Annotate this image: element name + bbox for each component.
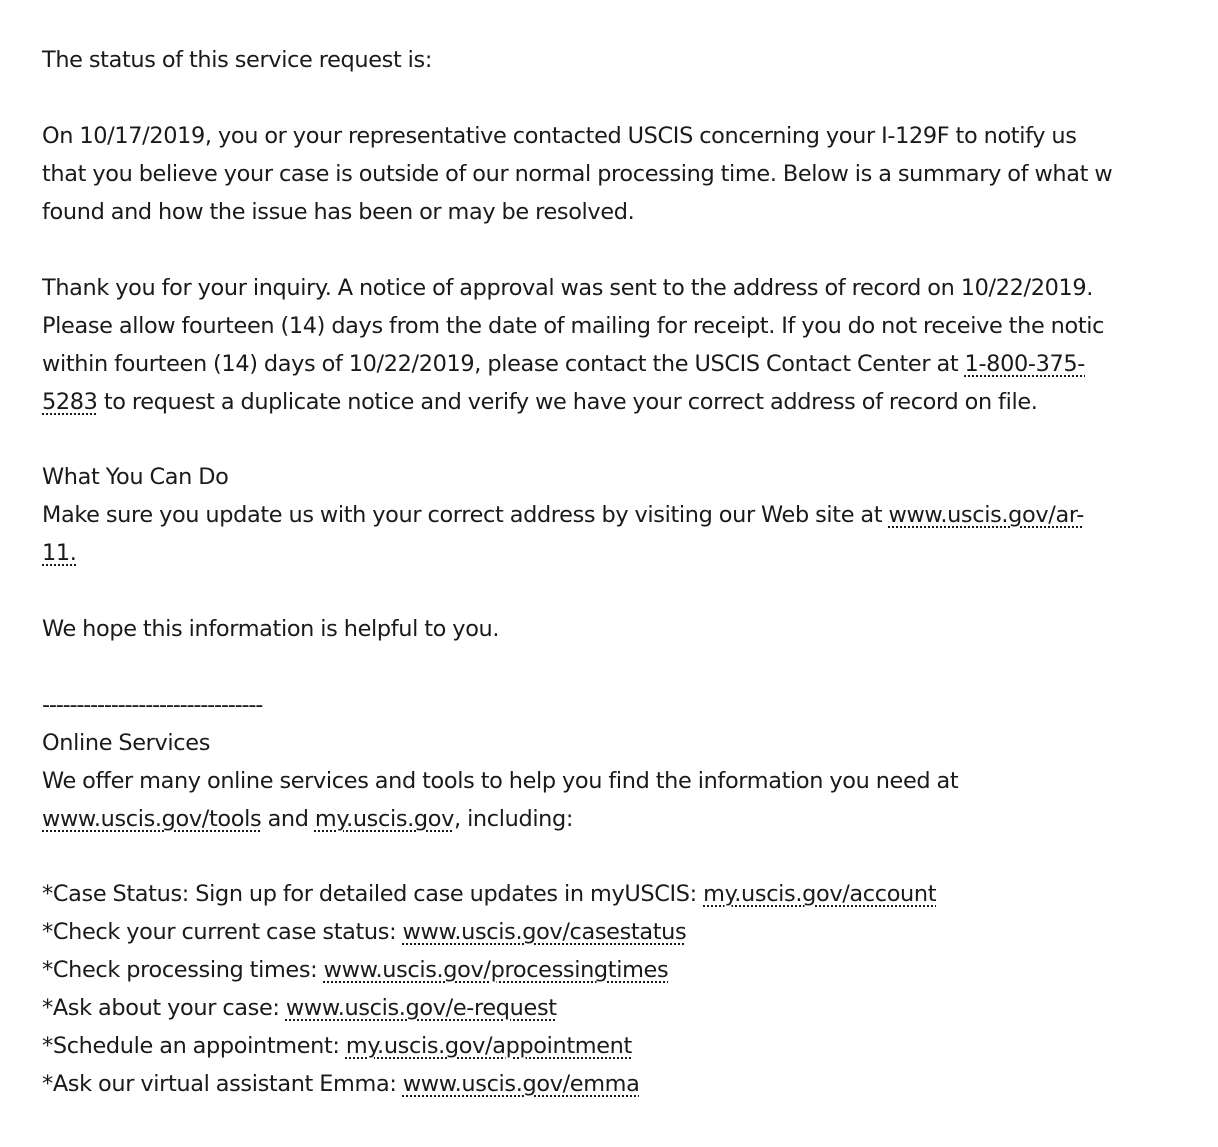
status-intro: The status of this service request is: [42,47,433,73]
service-label: *Check processing times: [42,957,324,983]
casestatus-link[interactable]: www.uscis.gov/casestatus [402,919,687,945]
what-you-can-do-section [42,458,1218,572]
appointment-link[interactable]: my.uscis.gov/appointment [345,1033,632,1059]
paragraph-line [42,383,1218,421]
paragraph-text: to request a duplicate notice and verify we have your correct address of record on file. [97,389,1038,415]
processingtimes-link[interactable]: www.uscis.gov/processingtimes [323,957,669,983]
my-uscis-link[interactable]: my.uscis.gov [314,806,455,832]
tools-link[interactable]: www.uscis.gov/tools [42,806,262,832]
list-item [42,989,1218,1027]
account-link[interactable]: my.uscis.gov/account [703,881,937,907]
separator-rule: -------------------------------- [42,692,263,718]
service-label: *Schedule an appointment: [42,1033,346,1059]
contact-summary-paragraph [42,117,1218,231]
contact-center-phone-link-continued[interactable]: 5283 [42,389,98,415]
paragraph-line [42,800,1218,838]
document-body [42,41,1218,1103]
e-request-link[interactable]: www.uscis.gov/e-request [285,995,557,1021]
closing-text: We hope this information is helpful to you. [42,616,500,642]
service-label: *Check your current case status: [42,919,403,945]
list-item [42,951,1218,989]
paragraph-text: , including: [454,806,574,832]
spacer [42,572,1218,610]
spacer [42,231,1218,269]
list-item [42,1027,1218,1065]
online-services-section [42,724,1218,838]
paragraph-line [42,345,1218,383]
spacer [42,421,1218,458]
paragraph-text: within fourteen (14) days of 10/22/2019, please contact the USCIS Contact Center at [42,351,965,377]
list-item [42,875,1218,913]
paragraph-text: and [261,806,315,832]
section-heading: What You Can Do [42,464,229,490]
ar-11-link-continued[interactable]: 11. [42,540,77,566]
service-label: *Case Status: Sign up for detailed case updates in myUSCIS: [42,881,704,907]
spacer [42,79,1218,117]
contact-center-phone-link[interactable]: 1-800-375- [964,351,1086,377]
paragraph-line: Thank you for your inquiry. A notice of approval was sent to the address of record on 10/22/2019. [42,275,1094,301]
service-label: *Ask our virtual assistant Emma: [42,1071,403,1097]
paragraph-line: We offer many online services and tools to help you find the information you need at [42,768,959,794]
list-item [42,1065,1218,1103]
approval-notice-paragraph [42,269,1218,421]
section-heading: Online Services [42,730,211,756]
ar-11-link[interactable]: www.uscis.gov/ar- [888,502,1084,528]
paragraph-text: Make sure you update us with your correct address by visiting our Web site at [42,502,889,528]
paragraph-line: found and how the issue has been or may be resolved. [42,199,635,225]
paragraph-line: Please allow fourteen (14) days from the date of mailing for receipt. If you do not receive the notic [42,313,1105,339]
spacer [42,648,1218,686]
paragraph-line: On 10/17/2019, you or your representative contacted USCIS concerning your I-129F to notify us [42,123,1077,149]
service-label: *Ask about your case: [42,995,286,1021]
emma-link[interactable]: www.uscis.gov/emma [402,1071,640,1097]
paragraph-line [42,496,1218,534]
list-item [42,913,1218,951]
spacer [42,838,1218,875]
paragraph-line [42,534,1218,572]
services-list [42,875,1218,1103]
paragraph-line: that you believe your case is outside of our normal processing time. Below is a summary of what w [42,161,1113,187]
